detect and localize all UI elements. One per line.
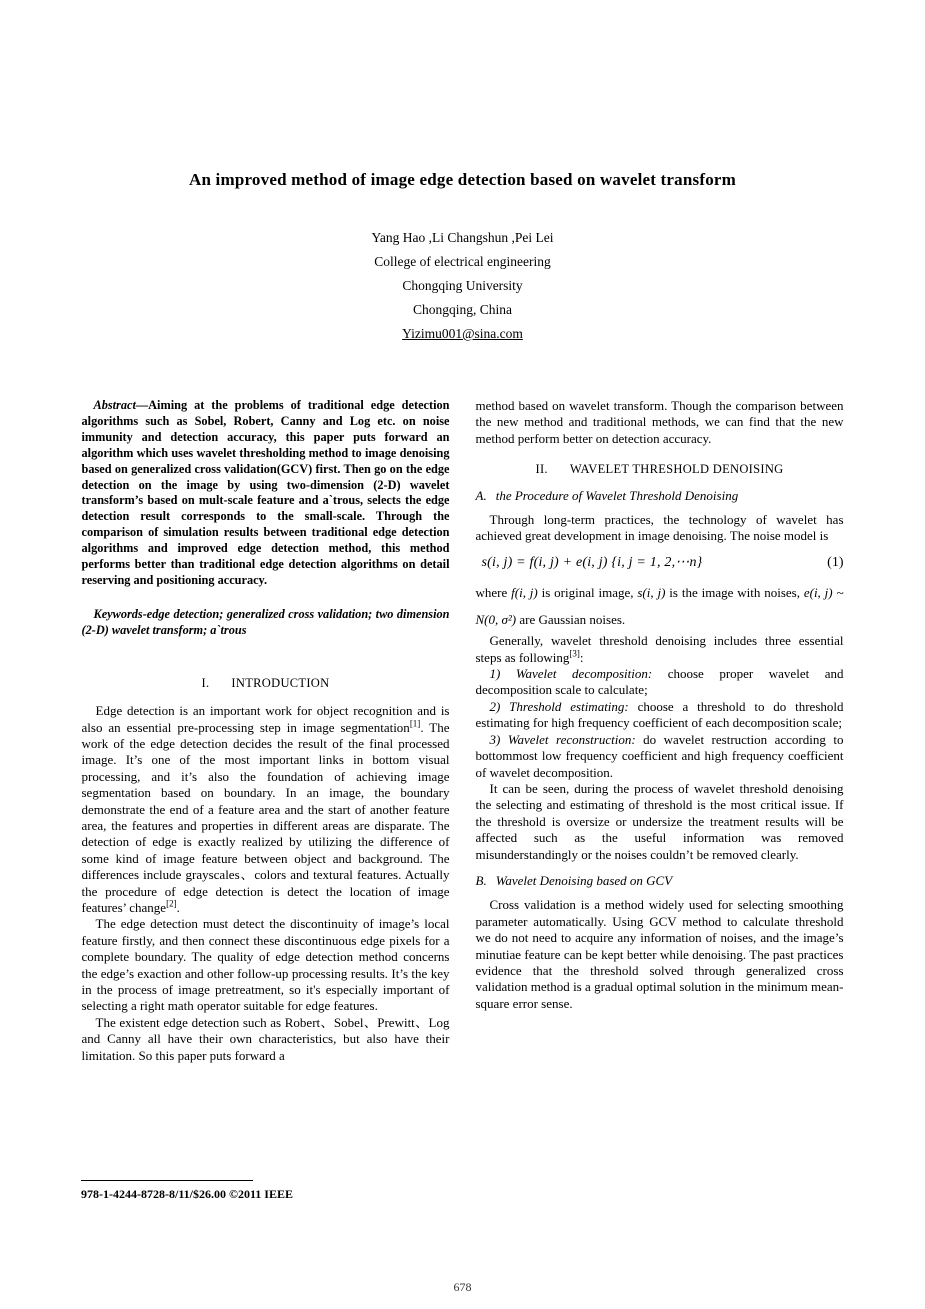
abstract-text: Aiming at the problems of traditional edge detection algorithms such as Sobel, Robert, Canny and Log etc. on noise immunity and detection accuracy, this paper puts forward an algorithm which uses wavelet thresholding method to image denoising based on generalized cross validation(GCV) first. Then go on the edge detection on the image by using two-dimension (2-D) wavelet transform’s based on mult-scale feature and a`trous, selects the edge detection result corresponds to the small-scale. Through the comparison of simulation results between traditional edge detection algorithms and improved edge detection method, this method performs better than traditional edge detection algorithms on detail reserving and positioning accuracy. bbox=[81, 398, 450, 587]
paper-header bbox=[0, 0, 925, 346]
continuation-paragraph: method based on wavelet transform. Though the comparison between the new method and traditional methods, we can find that the new method perform better on detection accuracy. bbox=[475, 398, 844, 446]
footnote-rule bbox=[81, 1180, 253, 1181]
abstract-label: Abstract— bbox=[93, 398, 149, 412]
step-lead: Wavelet reconstruction: bbox=[507, 731, 636, 747]
subsection-heading-a bbox=[476, 488, 844, 504]
text-segment: Edge detection is an important work for object recognition and is also an essential pre-processing step in image segmentation bbox=[81, 703, 450, 735]
gcv-paragraph: Cross validation is a method widely used for selecting smoothing parameter automatically. Using GCV method to calculate threshold we do not need to acquire any information of noises, and the image’s minutiae feature can be kept better while denoising. The past practices evidence that the threshold solved through generalized cross validation method is a gradual optimal solution in the minimum mean-square error sense. bbox=[475, 897, 844, 1011]
citation-ref-1: [1] bbox=[409, 718, 421, 729]
text-segment: . bbox=[176, 899, 180, 915]
step-item-3 bbox=[476, 732, 844, 781]
step-lead: Threshold estimating: bbox=[509, 698, 629, 714]
step-item-1 bbox=[476, 666, 844, 699]
affiliation-college: College of electrical engineering bbox=[374, 254, 551, 269]
keywords bbox=[82, 607, 450, 639]
citation-ref-2: [2] bbox=[166, 898, 177, 909]
steps-intro-paragraph bbox=[476, 633, 844, 666]
subsection-title: Wavelet Denoising based on GCV bbox=[495, 872, 673, 888]
footnote bbox=[81, 1180, 449, 1202]
subsection-number: A. bbox=[475, 487, 487, 503]
author-block bbox=[0, 226, 925, 346]
section-title: WAVELET THRESHOLD DENOISING bbox=[569, 462, 784, 477]
section-title: INTRODUCTION bbox=[231, 675, 330, 690]
keywords-label: Keywords- bbox=[93, 606, 147, 621]
subsection-heading-b bbox=[476, 873, 844, 889]
step-item-2 bbox=[476, 699, 844, 732]
noise-model-paragraph: Through long-term practices, the technology of wavelet has achieved great development in image denoising. The noise model is bbox=[475, 512, 844, 544]
authors-line: Yang Hao ,Li Changshun ,Pei Lei bbox=[371, 230, 554, 245]
text-segment: is the image with noises, bbox=[665, 585, 804, 601]
step-text: do wavelet restruction according to bottommost low frequency coefficient and high frequency coefficient of wavelet decomposition. bbox=[475, 731, 844, 780]
equation-number: (1) bbox=[827, 554, 844, 570]
text-segment: : bbox=[579, 649, 584, 665]
page-number: 678 bbox=[453, 1280, 472, 1294]
equation-body: s(i, j) = f(i, j) + e(i, j) {i, j = 1, 2,⋯n} bbox=[481, 554, 703, 570]
subsection-title: the Procedure of Wavelet Threshold Denoising bbox=[495, 487, 739, 503]
equation-1 bbox=[476, 555, 844, 571]
step-text: choose a threshold to do threshold estimating for high frequency coefficient of each decomposition scale; bbox=[475, 698, 844, 731]
text-segment: Generally, wavelet threshold denoising includes three essential steps as following bbox=[475, 633, 844, 665]
intro-paragraph-2: The edge detection must detect the discontinuity of image’s local feature firstly, and then connect these discontinuous edge pixels for a complete boundary. The quality of edge detection method concerns the edge’s exaction and other follow-up processing results. It’s the key in the process of image pretreatment, so it's especially important of selecting a right math operator suitable for edge features. bbox=[81, 916, 450, 1014]
where-paragraph bbox=[476, 579, 844, 633]
intro-paragraph-1 bbox=[82, 703, 450, 916]
threshold-discussion-paragraph: It can be seen, during the process of wavelet threshold denoising the selecting and estimating of threshold is the most critical issue. If the threshold is oversize or undersize the treatment results will be affected such as the useful information was removed misunderstandingly or the noises couldn’t be removed clearly. bbox=[475, 780, 844, 862]
right-column bbox=[476, 398, 844, 1064]
step-text: choose proper wavelet and decomposition scale to calculate; bbox=[475, 666, 844, 698]
two-column-body bbox=[0, 398, 925, 1064]
copyright-notice: 978-1-4244-8728-8/11/$26.00 ©2011 IEEE bbox=[81, 1187, 293, 1201]
abstract bbox=[82, 398, 450, 589]
citation-ref-3: [3] bbox=[569, 648, 580, 659]
text-segment: are Gaussian noises. bbox=[516, 612, 626, 628]
step-number: 1) bbox=[489, 666, 516, 682]
section-number: I. bbox=[201, 675, 210, 690]
section-heading-wavelet-denoising bbox=[476, 461, 844, 477]
email-line bbox=[0, 322, 925, 346]
text-segment: where bbox=[475, 585, 512, 601]
left-column bbox=[82, 398, 450, 1064]
step-number: 2) bbox=[489, 698, 510, 714]
affiliation-university: Chongqing University bbox=[402, 278, 523, 293]
intro-paragraph-3: The existent edge detection such as Robert、Sobel、Prewitt、Log and Canny all have their own characteristics, but also have their limitation. So this paper puts forward a bbox=[81, 1014, 450, 1063]
paper-title: An improved method of image edge detection based on wavelet transform bbox=[188, 170, 737, 189]
math-s-ij: s(i, j) bbox=[637, 585, 666, 601]
section-heading-introduction bbox=[82, 675, 450, 691]
email-link[interactable]: Yizimu001@sina.com bbox=[402, 326, 523, 341]
math-f-ij: f(i, j) bbox=[511, 585, 538, 601]
section-number: II. bbox=[535, 462, 548, 477]
step-lead: Wavelet decomposition: bbox=[515, 666, 653, 682]
math-e-ij-gaussian: e(i, j) ~ N(0, σ²) bbox=[475, 585, 844, 628]
keywords-text: edge detection; generalized cross validation; two dimension (2-D) wavelet transform; a`trous bbox=[81, 606, 450, 637]
text-segment: . The work of the edge detection decides the result of the final processed image. It’s one of the most important links in bottom visual processing, and it’s also the foundation of achieving image segmentation based on boundary. In an image, the boundary demonstrate the end of a feature area and the start of another feature area, the features and properties in different areas are disparate. The detection of edge is exactly realized by utilizing the difference of some kind of image feature between object and background. The differences include grayscales、colors and textural features. Actually the procedure of edge detection is detect the location of image features’ change bbox=[81, 719, 450, 915]
affiliation-location: Chongqing, China bbox=[412, 302, 512, 317]
subsection-number: B. bbox=[475, 872, 487, 888]
text-segment: is original image, bbox=[537, 585, 638, 601]
step-number: 3) bbox=[489, 731, 508, 747]
